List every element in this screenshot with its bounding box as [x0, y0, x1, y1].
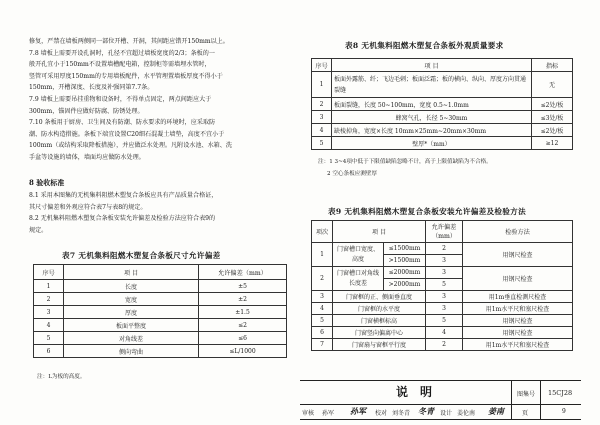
table-cell: 3 — [34, 306, 64, 319]
text-line: 规定。 — [29, 226, 48, 234]
proof-label: 校对 — [375, 410, 388, 417]
table8-caption: 表8 无机集料阻燃木塑复合条板外观质量要求 — [345, 41, 504, 50]
table-cell: 5 — [312, 315, 333, 327]
table-cell: 用钢尺检查 — [463, 267, 573, 291]
table-row — [312, 98, 573, 111]
table9-header: 允许偏差（mm） — [426, 221, 463, 243]
table7 — [33, 264, 287, 358]
text-line: 100mm（或结构采取降板措施），并应做泛水处理。凡附设水池、水箱、洗 — [29, 142, 232, 150]
table-row — [312, 111, 573, 124]
text-line: 7.10 条板用于厨房、卫生间及有防潮、防水要求的环境时，应采取防 — [29, 119, 216, 127]
table-cell: >1500mm — [384, 255, 426, 267]
table-cell: ≤3处/板 — [532, 111, 573, 124]
table-cell: 板面裂缝，长度 50~100mm，宽度 0.5~1.0mm — [332, 98, 532, 111]
text-line: 竖管可采用厚度150mm的专用墙板配件，水平管埋置墙板厚度不得小于 — [29, 72, 223, 80]
table-row — [312, 124, 573, 137]
table-cell: 5 — [426, 315, 463, 327]
table-cell: 壁厚*（mm） — [332, 137, 532, 150]
atlas-no: 15CJ28 — [548, 389, 573, 397]
table-cell: 5 — [34, 332, 64, 345]
table-row — [312, 137, 573, 150]
table-cell: 厚度 — [64, 306, 199, 319]
text-line: 潮、防水构造措施。条板下端宜设置C20细石混凝土墙垫，高度不宜小于 — [29, 130, 225, 138]
title-row — [300, 380, 581, 405]
review-label: 审核 — [302, 410, 315, 417]
table8-header: 序号 — [312, 59, 332, 72]
section8-heading: 8 验收标准 — [29, 178, 65, 187]
table9-header: 检验方法 — [463, 221, 573, 243]
table-cell: ≤2000mm — [384, 267, 426, 279]
table7-header: 允许偏差（mm） — [199, 265, 287, 280]
review-signature: 孙军 — [350, 406, 366, 416]
table-cell: 缺棱掉角，宽度×长度 10mm×25mm~20mm×30mm — [332, 124, 532, 137]
page-label: 页 — [522, 410, 529, 417]
table-row — [312, 315, 573, 327]
table-cell: 用1m水平尺和塞尺检查 — [463, 339, 573, 351]
table-cell: 门窗横框标高 — [333, 315, 426, 327]
table-cell: 门窗槽口对角线长度差 — [333, 267, 384, 291]
table-cell: 3 — [426, 291, 463, 303]
table-cell: 2 — [426, 243, 463, 255]
table-cell: 门窗框的水平度 — [333, 303, 426, 315]
table9-header: 项次 — [312, 221, 333, 243]
table-cell: 2 — [426, 339, 463, 351]
table-cell: 用钢尺检查 — [463, 243, 573, 267]
table-cell: ≤L/1000 — [199, 345, 287, 358]
divider — [540, 380, 541, 420]
table-cell: 门窗竖向偏离中心 — [333, 327, 426, 339]
table-cell: 7 — [312, 339, 333, 351]
table-cell: 6 — [34, 345, 64, 358]
table-cell: 6 — [312, 327, 333, 339]
text-line: 修复，严禁在墙板两侧同一部位开槽、开洞，其间距应错开150mm以上。 — [29, 38, 229, 45]
table-cell: 4 — [34, 319, 64, 332]
table-cell: 5 — [312, 137, 332, 150]
table-cell: 用钢尺检查 — [463, 327, 573, 339]
divider — [511, 380, 512, 420]
table-cell: 1 — [312, 72, 332, 98]
atlas-no-label: 图集号 — [517, 391, 536, 398]
table-cell: 1 — [312, 243, 333, 267]
table-cell: ≤2处/板 — [532, 98, 573, 111]
table-cell: 无 — [532, 72, 573, 98]
table8-header: 项 目 — [332, 59, 532, 72]
title-block — [300, 380, 581, 420]
table-cell: 板面平整度 — [64, 319, 199, 332]
table-row — [34, 332, 287, 345]
table-row — [312, 303, 573, 315]
text-line: 其尺寸偏差和外观应符合表7与表8的规定。 — [29, 203, 147, 211]
table-row — [34, 293, 287, 306]
table7-note: 注：L为板的高度。 — [37, 374, 86, 380]
text-line: 般开孔宜小于150mm不设置墙槽配电箱，控制柜等需墙埋水管时， — [29, 61, 211, 69]
page-number: 9 — [562, 408, 566, 415]
table-row — [34, 280, 287, 293]
table-cell: 门窗扇与窗框平行度 — [333, 339, 426, 351]
table-cell: 蜂窝气孔，长径 5~30mm — [332, 111, 532, 124]
proof-signature: 冬青 — [418, 406, 434, 416]
design-label: 设计 — [440, 410, 453, 417]
table-cell: 4 — [312, 124, 332, 137]
table-cell: 板面外露筋、纤；飞边毛刺；板面泛霜；板的横向、纵向、厚度方向贯通裂缝 — [332, 72, 532, 98]
table9-caption: 表9 无机集料阻燃木塑复合条板安装允许偏差及检验方法 — [328, 207, 526, 216]
table-cell: ±1.5 — [199, 306, 287, 319]
table-cell: 2 — [312, 267, 333, 291]
table-row — [312, 339, 573, 351]
table-cell: 用钢尺检查 — [463, 315, 573, 327]
table-cell: 2 — [34, 293, 64, 306]
table8-header: 指标 — [532, 59, 573, 72]
table-row — [34, 345, 287, 358]
text-line: 300mm，锚固件应做好防腐、防锈处理。 — [29, 107, 144, 115]
table-cell: ≤1500mm — [384, 243, 426, 255]
section8-text — [29, 190, 291, 236]
table9 — [311, 220, 573, 351]
text-line: 8.2 无机集料阻燃木塑复合条板安装允许偏差及检验方法应符合表9的 — [29, 215, 216, 223]
table-row — [312, 243, 573, 255]
review-name: 孙军 — [322, 410, 335, 417]
text-line: 7.8 墙板上需要开设孔洞时，孔径不宜超过墙板宽度的2/3；条板的一 — [29, 49, 215, 57]
text-line: 7.9 墙板上需要吊挂重物和设备时，不得单点固定，两点间距应大于 — [29, 95, 212, 103]
table-row — [312, 72, 573, 98]
table-cell: >2000mm — [384, 279, 426, 291]
table-cell: 宽度 — [64, 293, 199, 306]
table-row — [34, 319, 287, 332]
table7-caption: 表7 无机集料阻燃木塑复合条板尺寸允许偏差 — [62, 251, 221, 260]
table-cell: 3 — [426, 267, 463, 279]
text-line: 8.1 采用本图集的无机集料阻燃木塑复合条板应具有产品质量合格证， — [29, 192, 218, 199]
table-cell: 3 — [426, 303, 463, 315]
table-row — [312, 267, 573, 279]
table-cell: 门窗框的正、侧面垂直度 — [333, 291, 426, 303]
section7-text — [29, 36, 291, 164]
table-cell: ≤6 — [199, 332, 287, 345]
table9-header: 项 目 — [333, 221, 426, 243]
table7-header: 序号 — [34, 265, 64, 280]
table-row — [312, 327, 573, 339]
table-cell: ±2 — [199, 293, 287, 306]
table7-header: 项 目 — [64, 265, 199, 280]
design-signature: 姜南 — [488, 406, 504, 416]
table-cell: ≤2处/板 — [532, 124, 573, 137]
table-cell: 4 — [312, 303, 333, 315]
page-title: 说明 — [395, 385, 444, 399]
table-cell: 用1m垂直检测尺检查 — [463, 291, 573, 303]
table-cell: 门窗槽口宽度、高度 — [333, 243, 384, 267]
table-cell: 长度 — [64, 280, 199, 293]
table-cell: 4 — [426, 327, 463, 339]
table-cell: 用1m水平尺和塞尺检查 — [463, 303, 573, 315]
table-cell: 5 — [426, 279, 463, 291]
proof-name: 刘冬青 — [392, 410, 411, 417]
divider — [300, 404, 581, 405]
table-row — [312, 291, 573, 303]
table-cell: 3 — [312, 291, 333, 303]
table8 — [311, 58, 573, 150]
table-cell: 2 — [312, 98, 332, 111]
text-line: 手盆等设施的墙体，墙面均应做防水处理。 — [29, 153, 145, 161]
table-row — [34, 306, 287, 319]
divider — [300, 419, 581, 420]
table-cell: ±5 — [199, 280, 287, 293]
text-line: 150mm，开槽深度、长度及补强同第7.7条。 — [29, 84, 154, 92]
table-cell: 3 — [312, 111, 332, 124]
table8-note-1: 注：1 3~4项中低于下限值缺陷忽略不计，高于上限值缺陷为不合格。 — [318, 159, 492, 165]
table-cell: 侧向弯曲 — [64, 345, 199, 358]
table-cell: ≥12 — [532, 137, 573, 150]
table-cell: 3 — [426, 255, 463, 267]
design-name: 姜伦南 — [457, 410, 476, 417]
table-cell: 1 — [34, 280, 64, 293]
table-cell: 对角线差 — [64, 332, 199, 345]
table-cell: ≤2 — [199, 319, 287, 332]
table8-note-2: 2 空心条板应测壁厚 — [327, 171, 378, 177]
